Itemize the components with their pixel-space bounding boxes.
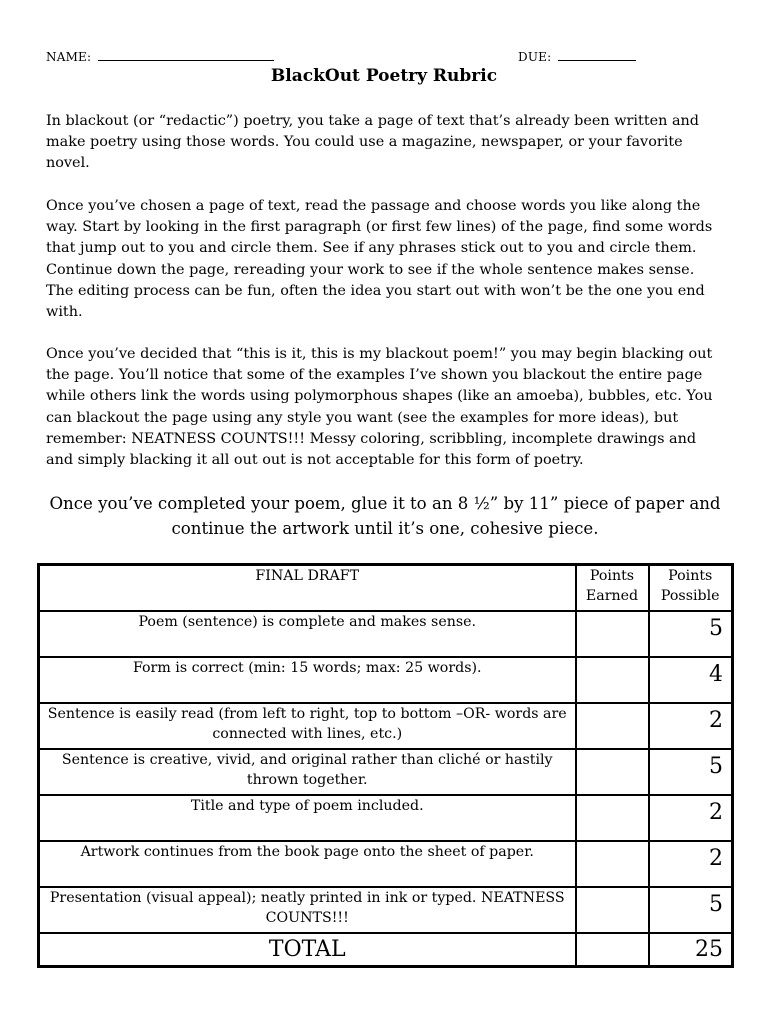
points-earned-cell[interactable] [576,749,649,795]
due-label: DUE: [518,50,552,64]
rubric-row [39,887,733,933]
name-label: NAME: [46,50,92,64]
rubric-row [39,611,733,657]
criterion-text: Poem (sentence) is complete and makes sense. [39,611,576,657]
rubric-row [39,749,733,795]
points-possible-value: 5 [649,749,733,795]
criterion-text: Presentation (visual appeal); neatly printed in ink or typed. NEATNESS COUNTS!!! [39,887,576,933]
rubric-row [39,841,733,887]
due-row [518,48,636,64]
criterion-text: Title and type of poem included. [39,795,576,841]
criteria-header: FINAL DRAFT [39,565,576,611]
callout-text: Once you’ve completed your poem, glue it to an 8 ½” by 11” piece of paper and continue the artwork until it’s one, cohesive piece. [49,494,721,538]
criterion-text: Sentence is easily read (from left to right, top to bottom –OR- words are connected with lines, etc.) [39,703,576,749]
points-earned-cell[interactable] [576,657,649,703]
intro-paragraph: In blackout (or “redactic”) poetry, you take a page of text that’s already been written and make poetry using those words. You could use a magazine, newspaper, or your favorite novel. [46,113,700,172]
due-field[interactable] [558,48,636,61]
rubric-row [39,703,733,749]
points-possible-value: 5 [649,887,733,933]
name-row [46,48,274,64]
points-possible-value: 2 [649,841,733,887]
points-earned-cell[interactable] [576,841,649,887]
points-possible-value: 2 [649,795,733,841]
points-earned-header: Points Earned [576,565,649,611]
total-row [39,933,733,967]
points-possible-value: 5 [649,611,733,657]
blackout-paragraph: Once you’ve decided that “this is it, this is my blackout poem!” you may begin blacking out the page. You’ll notice that some of the examples I’ve shown you blackout the entire page while others link the words using polymorphous shapes (like an amoeba), bubbles, etc. You can blackout the page using any style you want (see the examples for more ideas), but remember: NEATNESS COUNTS!!! Messy coloring, scribbling, incomplete drawings and and simply blacking it all out out is not acceptable for this form of poetry. [46,346,713,469]
page-title: BlackOut Poetry Rubric [270,66,498,86]
points-earned-cell[interactable] [576,703,649,749]
points-earned-cell[interactable] [576,611,649,657]
instructions-paragraph: Once you’ve chosen a page of text, read the passage and choose words you like along the way. Start by looking in the first paragraph (or first few lines) of the page, find some words that jump out to you and circle them. See if any phrases stick out to you and circle them. Continue down the page, rereading your work to see if the whole sentence makes sense. The editing process can be fun, often the idea you start out with won’t be the one you end with. [46,198,713,321]
points-possible-value: 2 [649,703,733,749]
criterion-text: Artwork continues from the book page onto the sheet of paper. [39,841,576,887]
rubric-row [39,657,733,703]
points-possible-value: 4 [649,657,733,703]
points-earned-cell[interactable] [576,887,649,933]
name-field[interactable] [98,48,274,61]
total-label: TOTAL [39,933,576,967]
rubric-header-row [39,565,733,611]
rubric-row [39,795,733,841]
criterion-text: Form is correct (min: 15 words; max: 25 words). [39,657,576,703]
total-earned-cell[interactable] [576,933,649,967]
criterion-text: Sentence is creative, vivid, and original rather than cliché or hastily thrown together. [39,749,576,795]
points-earned-cell[interactable] [576,795,649,841]
points-possible-header: Points Possible [649,565,733,611]
rubric-table [37,563,734,968]
total-possible-value: 25 [649,933,733,967]
